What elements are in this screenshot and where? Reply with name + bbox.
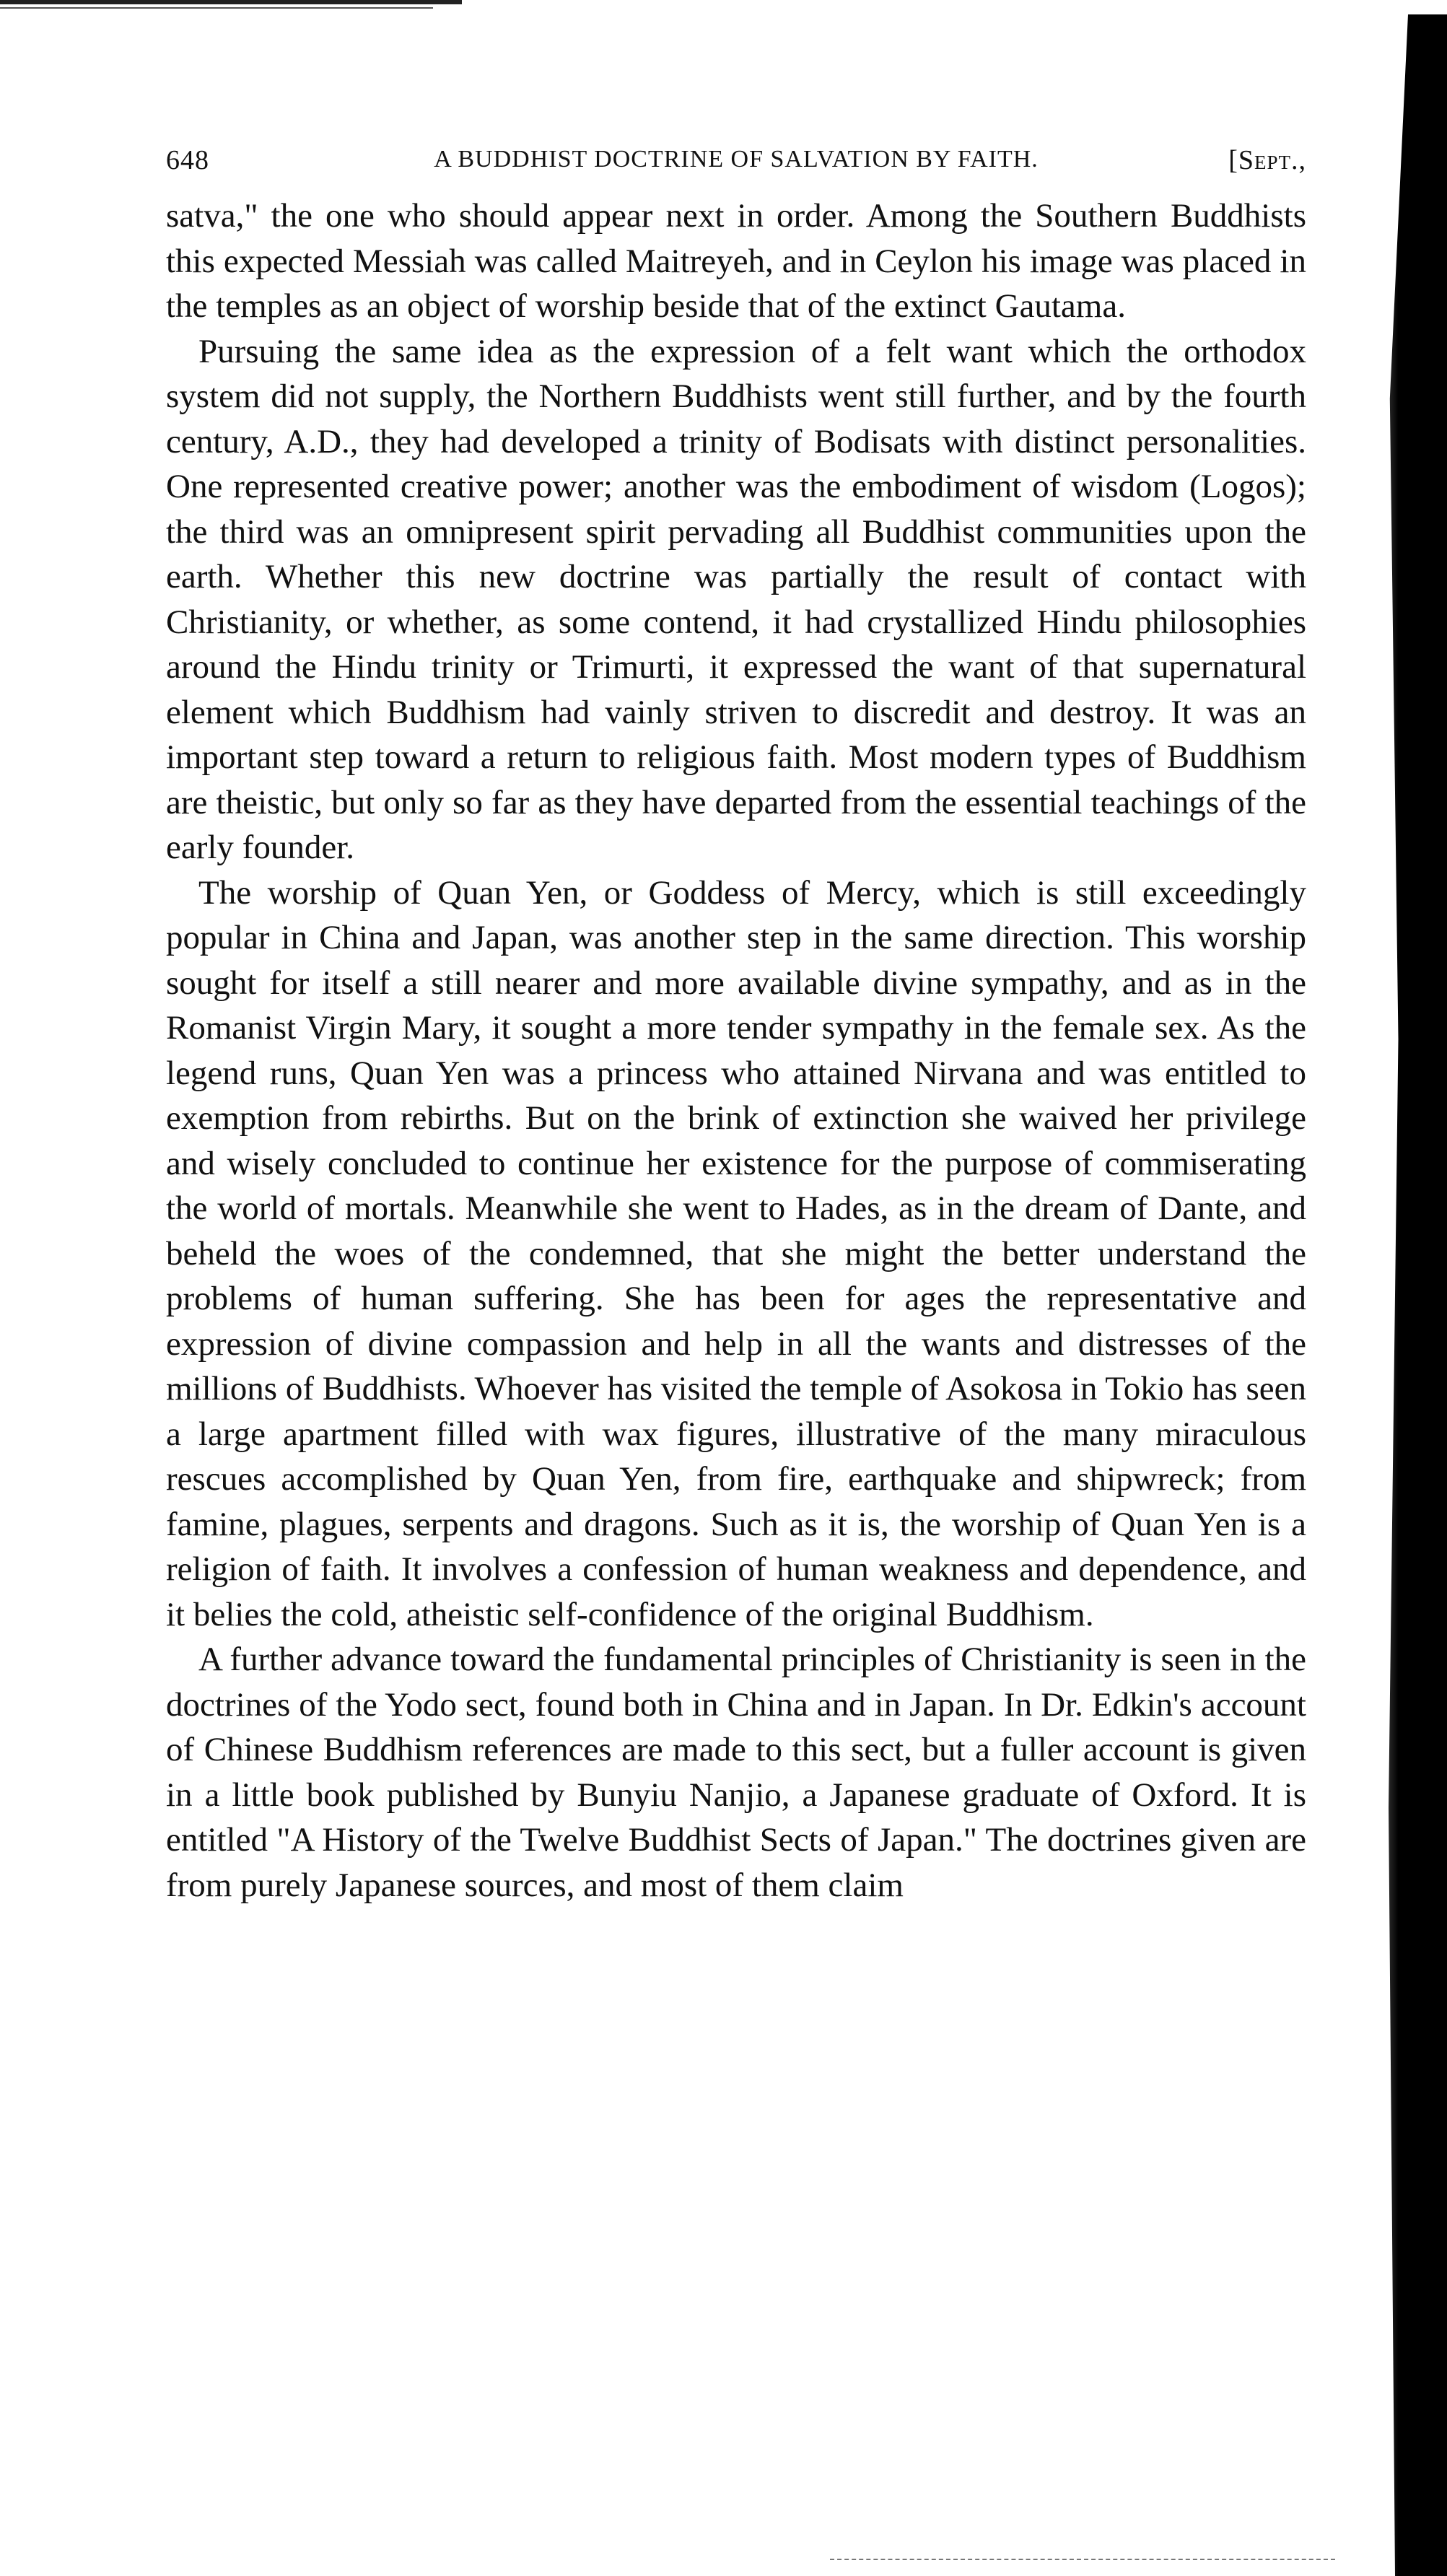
page-number: 648 [166,145,209,175]
binding-shadow [1382,14,1447,2576]
body-text [166,193,1306,1908]
paragraph-1: satva," the one who should appear next in order. Among the Southern Buddhists this expected Messiah was called Maitreyeh, and in Ceylon his image was placed in the temples as an object of worship beside that of the extinct Gautama. [166,197,1306,325]
bottom-edge-rule [830,2559,1335,2562]
paragraph-3: The worship of Quan Yen, or Goddess of Mercy, which is still exceedingly popular in China and Japan, was another step in the same direction. This worship sought for itself a still nearer and more available divine sympathy, and as in the Romanist Virgin Mary, it sought a more tender sympathy in the female sex. As the legend runs, Quan Yen was a princess who attained Nirvana and was entitled to exemption from rebirths. But on the brink of extinction she waived her privilege and wisely concluded to continue her existence for the purpose of commiserating the world of mortals. Meanwhile she went to Hades, as in the dream of Dante, and beheld the woes of the condemned, that she might the better understand the problems of human suffering. She has been for ages the representative and expression of divine compassion and help in all the wants and distresses of the millions of Buddhists. Whoever has visited the temple of Asokosa in Tokio has seen a large apartment filled with wax figures, illustrative of the many miraculous rescues accomplished by Quan Yen, from fire, earthquake and shipwreck; from famine, plagues, serpents and dragons. Such as it is, the worship of Quan Yen is a religion of faith. It involves a confession of human weakness and dependence, and it belies the cold, atheistic self-confidence of the original Buddhism. [166,873,1306,1633]
paragraph-2: Pursuing the same idea as the expression of a felt want which the orthodox system did not supply, the Northern Buddhists went still further, and by the fourth century, A.D., they had developed a trinity of Bodisats with distinct personalities. One represented creative power; another was the embodiment of wisdom (Logos); the third was an omnipresent spirit pervading all Buddhist communities upon the earth. Whether this new doctrine was partially the result of contact with Christianity, or whether, as some contend, it had crystallized Hindu philosophies around the Hindu trinity or Trimurti, it expressed the want of that supernatural element which Buddhism had vainly striven to discredit and destroy. It was an important step toward a return to religious faith. Most modern types of Buddhism are theistic, but only so far as they have departed from the essential teachings of the early founder. [166,332,1306,866]
running-month: [Sept., [1228,145,1306,175]
top-edge-rule [0,0,462,4]
running-head [166,137,1306,189]
top-edge-rule-thin [0,7,433,9]
paragraph-4: A further advance toward the fundamental principles of Christianity is seen in the doctrines of the Yodo sect, found both in China and in Japan. In Dr. Edkin's account of Chinese Buddhism references are made to this sect, but a fuller account is given in a little book published by Bunyiu Nanjio, a Japanese graduate of Oxford. It is entitled "A History of the Twelve Buddhist Sects of Japan." The doctrines given are from purely Japanese sources, and most of them claim [166,1641,1306,1904]
page [166,137,1306,1908]
running-title: A BUDDHIST DOCTRINE OF SALVATION BY FAITH. [434,146,1039,173]
